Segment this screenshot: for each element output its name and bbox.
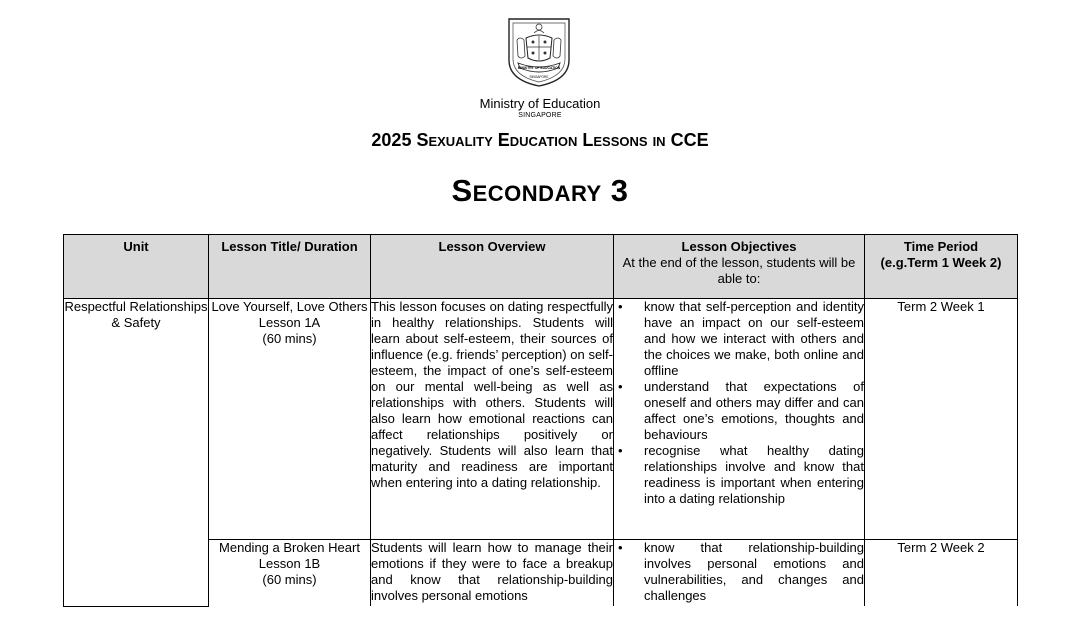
list-item (614, 443, 864, 507)
objective-text: understand that expectations of oneself and others may differ and can affect one’s emotions, thoughts and behaviours (644, 379, 864, 442)
lesson-overview: This lesson focuses on dating respectfully in healthy relationships. Students will learn about self-esteem, their sources of influence (e.g. friends’ perception) on self-esteem, the impact of one’s self-esteem on our mental well-being as well as relationships with others. Students will also learn how emotional reactions can affect relationships positively or negatively. Students will also learn that maturity and readiness are important when entering into a dating relationship. (371, 299, 613, 490)
lesson-duration: (60 mins) (262, 331, 317, 346)
period-header-example: (e.g.Term 1 Week 2) (880, 255, 1002, 270)
lesson-title-cell (209, 299, 371, 540)
lesson-objectives-cell (614, 540, 865, 607)
list-item (614, 540, 864, 604)
document-title: 2025 Sexuality Education Lessons in CCE (371, 130, 709, 150)
time-period-cell: Term 2 Week 1 (865, 299, 1018, 540)
unit-cell: Respectful Relationships & Safety (64, 299, 209, 607)
lesson-overview-cell (371, 540, 614, 607)
column-header-lesson-title: Lesson Title/ Duration (209, 235, 371, 299)
moe-crest-logo (506, 16, 572, 88)
column-header-unit: Unit (64, 235, 209, 299)
level-title: Secondary 3 (451, 173, 629, 208)
column-header-period (865, 235, 1018, 299)
column-header-objectives (614, 235, 865, 299)
lessons-table (63, 234, 1018, 607)
column-header-overview: Lesson Overview (371, 235, 614, 299)
ministry-name: Ministry of Education (479, 96, 601, 111)
lesson-title: Mending a Broken Heart Lesson 1B (219, 540, 360, 571)
objectives-list (614, 299, 864, 507)
objective-text: recognise what healthy dating relationships involve and know that readiness is important when entering into a dating relationship (644, 443, 864, 506)
period-header-label: Time Period (903, 239, 979, 254)
crest-country: SINGAPORE (529, 75, 549, 79)
lesson-overview: Students will learn how to manage their emotions if they were to face a breakup and know that relationship-building involves personal emotions (371, 540, 613, 603)
objectives-list (614, 540, 864, 604)
list-item (614, 299, 864, 379)
list-item (614, 379, 864, 443)
lesson-title-cell (209, 540, 371, 607)
ministry-country: SINGAPORE (518, 112, 562, 119)
table-row (64, 299, 1018, 540)
objective-text: know that self-perception and identity have an impact on our self-esteem and how we interact with others and the choices we make, both online and offline (644, 299, 864, 378)
bullet-icon: • (618, 379, 623, 394)
lesson-overview-cell (371, 299, 614, 540)
objective-text: know that relationship-building involves personal emotions and vulnerabilities, and changes and challenges (644, 540, 864, 603)
table-header-row (64, 235, 1018, 299)
bullet-icon: • (618, 443, 623, 458)
crest-motto: MINISTRY OF EDUCATION (517, 66, 561, 70)
lesson-duration: (60 mins) (262, 572, 317, 587)
bullet-icon: • (618, 299, 623, 314)
time-period-cell: Term 2 Week 2 (865, 540, 1018, 607)
objectives-header-label: Lesson Objectives (681, 239, 797, 254)
objectives-header-subtitle: At the end of the lesson, students will be able to: (622, 255, 856, 286)
lesson-objectives-cell (614, 299, 865, 540)
bullet-icon: • (618, 540, 623, 555)
lesson-number: Lesson 1A (258, 315, 321, 330)
lesson-title: Love Yourself, Love Others (211, 299, 368, 314)
